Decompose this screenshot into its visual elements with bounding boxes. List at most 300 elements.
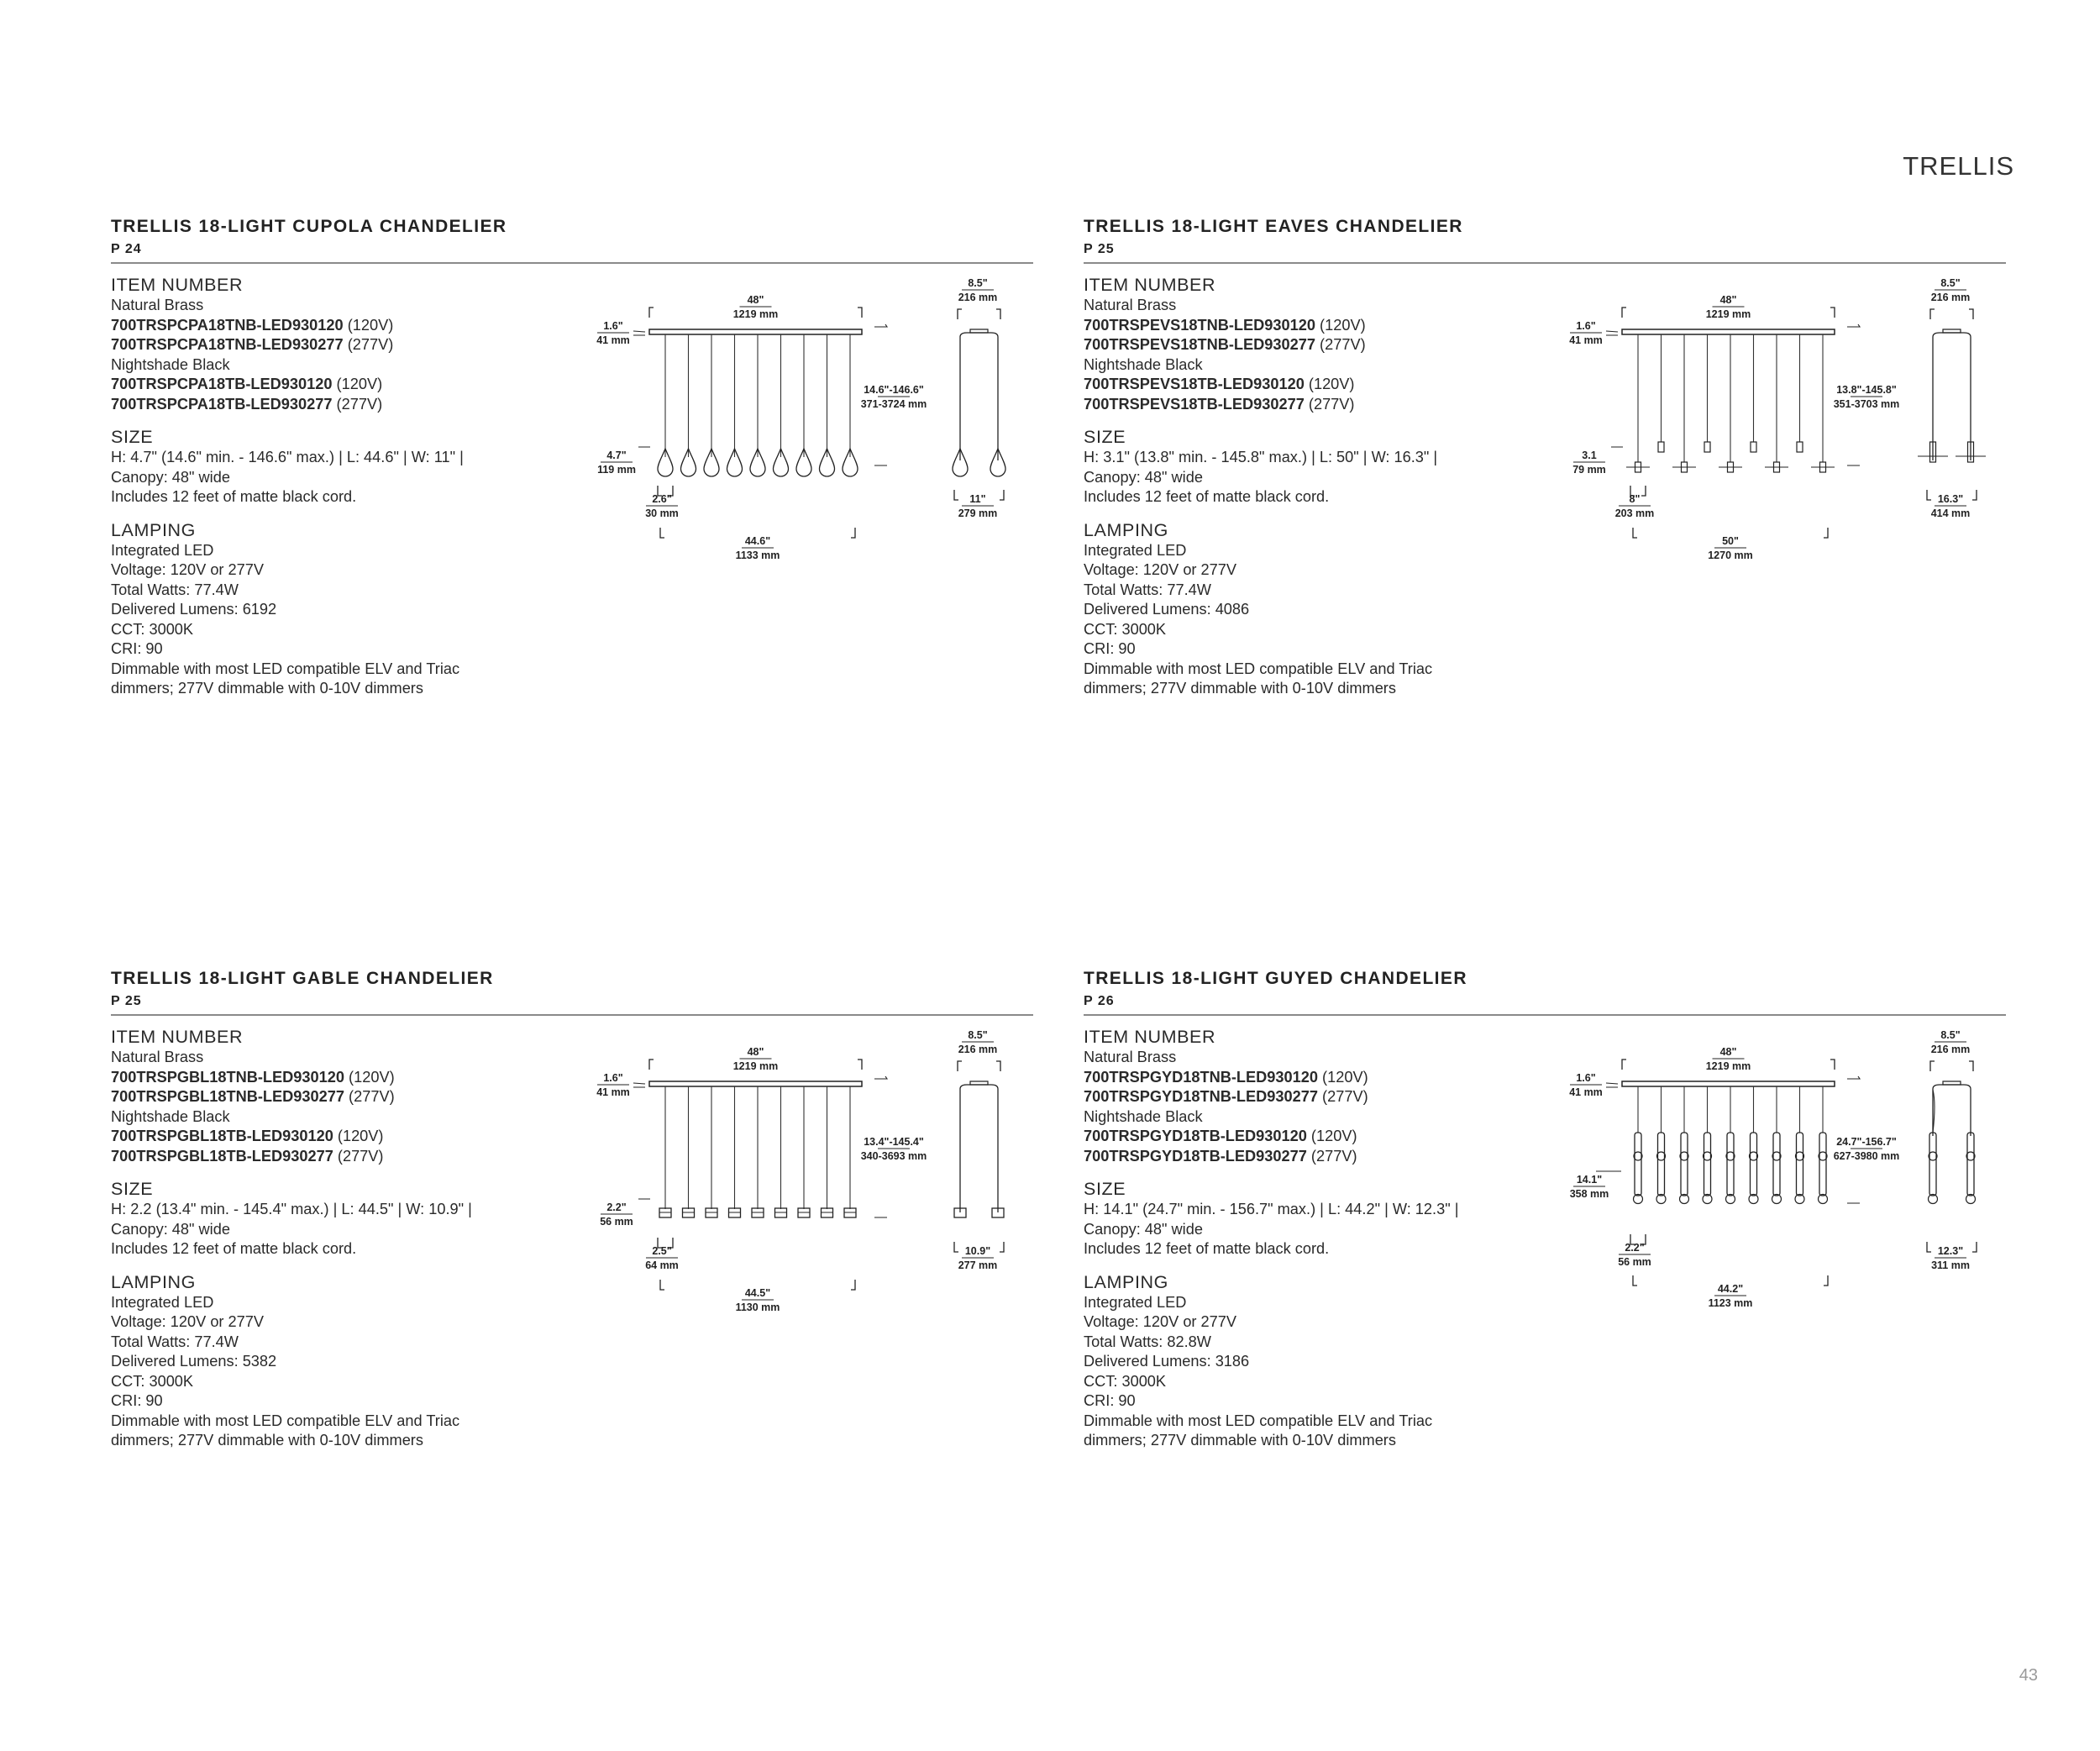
size-line: Includes 12 feet of matte black cord. — [1084, 1240, 1330, 1257]
side-cords — [1933, 1085, 1971, 1136]
dim-side-canopy-mm: 216 mm — [1930, 292, 1971, 303]
dim-length-in: 44.6" — [744, 535, 771, 547]
dim-tick — [1630, 1234, 1635, 1244]
dim-tick — [1969, 309, 1973, 319]
item-number-heading: ITEM NUMBER — [111, 275, 244, 295]
dim-overall-height-in: 24.7"-156.7" — [1836, 1136, 1897, 1148]
box-shade — [729, 1208, 741, 1217]
rod-joint — [1929, 1152, 1937, 1160]
voltage: (120V) — [1318, 1068, 1368, 1086]
item-code: 700TRSPGYD18TNB-LED930277 — [1084, 1088, 1318, 1105]
voltage: (120V) — [343, 316, 394, 334]
box-shade — [683, 1208, 695, 1217]
front-view — [1569, 294, 1899, 561]
side-canopy — [970, 1081, 988, 1085]
lamping-line: Total Watts: 77.4W — [111, 581, 239, 598]
dim-length-in: 44.2" — [1717, 1283, 1744, 1295]
dim-shade-width-in: 2.2" — [1625, 1242, 1645, 1254]
dim-side-canopy-in: 8.5" — [968, 277, 988, 289]
item-code-row — [111, 395, 564, 415]
dim-canopy-width-in: 48" — [1719, 294, 1737, 306]
lamping-line: Delivered Lumens: 3186 — [1084, 1353, 1250, 1370]
dim-shade-width-in: 2.5" — [652, 1245, 672, 1257]
item-code: 700TRSPCPA18TB-LED930277 — [111, 395, 333, 413]
eaves-shade — [1820, 462, 1826, 472]
divider-rule — [111, 262, 1033, 264]
finish-label: Natural Brass — [111, 1049, 204, 1065]
rod-shade — [1929, 1133, 1936, 1196]
product-block — [111, 969, 1033, 1490]
dim-tick — [1830, 308, 1835, 318]
lamping-line: Dimmable with most LED compatible ELV and Triac — [1084, 660, 1433, 677]
teardrop-shade — [953, 449, 968, 476]
item-code-row — [1084, 316, 1537, 336]
dim-shade-width-in: 8" — [1629, 493, 1641, 505]
size-line: Includes 12 feet of matte black cord. — [1084, 488, 1330, 505]
rod-joint — [1680, 1152, 1688, 1160]
rod-bulb — [1749, 1195, 1758, 1204]
dim-side-width-mm: 277 mm — [958, 1259, 998, 1271]
side-canopy — [970, 329, 988, 333]
lamping-line: Voltage: 120V or 277V — [1084, 561, 1237, 578]
dim-fixture-height-in: 4.7" — [606, 450, 627, 461]
box-shade — [775, 1208, 787, 1217]
finish-label: Natural Brass — [111, 297, 204, 313]
divider-rule — [1084, 262, 2006, 264]
dim-tick — [658, 1238, 662, 1248]
rod-joint — [1634, 1152, 1642, 1160]
eaves-shade — [1658, 442, 1664, 452]
item-code-row — [111, 316, 564, 336]
lamping-line: dimmers; 277V dimmable with 0-10V dimmers — [111, 1432, 423, 1449]
voltage: (277V) — [344, 1088, 395, 1105]
spacer — [1084, 1259, 1537, 1271]
rod-shade — [1751, 1133, 1757, 1196]
lamping-line: CCT: 3000K — [111, 1372, 194, 1390]
rod-shade — [1967, 1133, 1974, 1196]
item-code: 700TRSPGBL18TNB-LED930120 — [111, 1068, 344, 1086]
finish-label: Nightshade Black — [1084, 355, 1203, 373]
lamping-line: dimmers; 277V dimmable with 0-10V dimmers — [1084, 680, 1396, 697]
dim-length-in: 50" — [1722, 535, 1739, 547]
size-heading: SIZE — [1084, 427, 1126, 447]
dim-tick — [958, 309, 962, 319]
rod-bulb — [1656, 1195, 1666, 1204]
lamping-heading: LAMPING — [111, 519, 196, 540]
rod-shade — [1773, 1133, 1780, 1196]
dim-side-width-in: 16.3" — [1937, 493, 1964, 505]
item-number-heading: ITEM NUMBER — [1084, 1027, 1216, 1047]
canopy-plate — [649, 329, 862, 334]
item-code: 700TRSPEVS18TB-LED930120 — [1084, 376, 1305, 392]
size-line: Canopy: 48" wide — [111, 468, 230, 486]
teardrop-shade — [774, 449, 789, 476]
dim-tick — [669, 1238, 673, 1248]
dim-side-width-in: 11" — [969, 493, 986, 505]
dim-side-canopy-mm: 216 mm — [958, 1044, 998, 1055]
lamping-line: CRI: 90 — [1084, 1392, 1136, 1409]
dim-fixture-height-mm: 358 mm — [1569, 1188, 1609, 1200]
size-heading: SIZE — [1084, 1179, 1126, 1199]
rod-shade — [1797, 1133, 1803, 1196]
product-title: TRELLIS 18-LIGHT GUYED CHANDELIER — [1084, 969, 1467, 988]
lamping-line: CCT: 3000K — [111, 620, 194, 638]
item-code: 700TRSPCPA18TNB-LED930277 — [111, 336, 344, 353]
page-reference: P 25 — [1084, 242, 1115, 256]
product-block — [1084, 217, 2006, 738]
voltage: (120V) — [1304, 376, 1355, 392]
item-code: 700TRSPGYD18TB-LED930120 — [1084, 1128, 1307, 1144]
dim-tick — [1622, 1060, 1626, 1070]
side-cords — [1933, 333, 1971, 460]
dim-canopy-height-in: 1.6" — [1576, 1072, 1596, 1084]
lamping-line: CCT: 3000K — [1084, 620, 1167, 638]
voltage: (277V) — [343, 336, 394, 353]
side-cords — [1933, 1090, 1935, 1133]
lamping-line: dimmers; 277V dimmable with 0-10V dimmers — [111, 680, 423, 697]
dim-canopy-height-mm: 41 mm — [596, 334, 630, 346]
dim-fixture-height-mm: 56 mm — [600, 1216, 633, 1228]
rod-shade — [1635, 1133, 1641, 1196]
eaves-shade — [1635, 462, 1641, 472]
spec-list — [1084, 274, 1537, 699]
dim-tick — [1630, 486, 1635, 496]
eaves-shade — [1751, 442, 1756, 452]
size-line: Includes 12 feet of matte black cord. — [111, 488, 357, 505]
box-shade — [659, 1208, 671, 1217]
item-code-row — [1084, 1087, 1537, 1107]
dim-shade-width-mm: 30 mm — [645, 507, 679, 519]
box-shade — [706, 1208, 717, 1217]
dim-tick — [851, 1280, 855, 1290]
item-code: 700TRSPGBL18TNB-LED930277 — [111, 1088, 344, 1105]
spec-list — [1084, 1026, 1537, 1451]
dim-leader — [1606, 331, 1618, 335]
dim-tick — [658, 486, 662, 496]
item-code-row — [1084, 1127, 1537, 1147]
canopy-plate — [649, 1081, 862, 1086]
spec-list — [111, 274, 564, 699]
lamping-line: Dimmable with most LED compatible ELV and Triac — [1084, 1412, 1433, 1429]
item-code: 700TRSPGYD18TNB-LED930120 — [1084, 1068, 1318, 1086]
lamping-line: dimmers; 277V dimmable with 0-10V dimmers — [1084, 1432, 1396, 1449]
dim-tick — [1930, 1061, 1935, 1071]
spec-list — [111, 1026, 564, 1451]
divider-rule — [111, 1014, 1033, 1016]
rod-bulb — [1929, 1195, 1938, 1204]
dim-length-in: 44.5" — [744, 1287, 771, 1299]
item-code: 700TRSPEVS18TB-LED930277 — [1084, 395, 1305, 413]
dim-side-width-mm: 414 mm — [1930, 507, 1971, 519]
lamping-line: Delivered Lumens: 5382 — [111, 1353, 277, 1370]
front-view — [596, 294, 927, 561]
spacer — [111, 414, 564, 426]
dim-overall-height-in: 13.4"-145.4" — [864, 1136, 924, 1148]
box-shade — [992, 1208, 1004, 1217]
dim-tick — [1969, 1061, 1973, 1071]
dim-side-canopy-in: 8.5" — [1940, 1029, 1961, 1041]
dim-overall-height-mm: 371-3724 mm — [860, 398, 927, 410]
dim-side-width-mm: 279 mm — [958, 507, 998, 519]
finish-label: Natural Brass — [1084, 1049, 1177, 1065]
dim-tick — [1824, 528, 1828, 538]
rod-bulb — [1680, 1195, 1689, 1204]
teardrop-shade — [658, 449, 673, 476]
canopy-plate — [1622, 1081, 1835, 1086]
front-view — [596, 1046, 927, 1313]
box-shade — [798, 1208, 810, 1217]
dim-canopy-width-mm: 1219 mm — [732, 1060, 779, 1072]
finish-label: Natural Brass — [1084, 297, 1177, 313]
dim-canopy-height-mm: 41 mm — [1569, 334, 1603, 346]
lamping-line: Total Watts: 82.8W — [1084, 1333, 1211, 1350]
dim-tick — [851, 528, 855, 538]
dim-tick — [1824, 1275, 1828, 1286]
item-code: 700TRSPEVS18TNB-LED930277 — [1084, 336, 1315, 353]
side-cords — [960, 333, 998, 460]
lamping-line: Total Watts: 77.4W — [1084, 581, 1211, 598]
dim-tick — [1972, 1242, 1977, 1252]
side-view — [953, 277, 1005, 519]
item-code: 700TRSPGBL18TB-LED930277 — [111, 1147, 333, 1165]
dim-length-mm: 1123 mm — [1708, 1297, 1753, 1309]
dim-canopy-width-mm: 1219 mm — [732, 308, 779, 320]
dim-overall-height-mm: 627-3980 mm — [1833, 1150, 1900, 1162]
eaves-shade — [1797, 442, 1803, 452]
rod-shade — [1727, 1133, 1734, 1196]
lamping-line: Dimmable with most LED compatible ELV and Triac — [111, 660, 460, 677]
dim-leader — [633, 331, 645, 335]
item-code-row — [111, 1068, 564, 1088]
dim-tick — [1927, 490, 1931, 500]
dim-tick — [660, 1280, 664, 1290]
spacer — [111, 1166, 564, 1178]
item-number-heading: ITEM NUMBER — [111, 1027, 244, 1047]
spacer — [111, 1259, 564, 1271]
dim-tick — [1972, 490, 1977, 500]
rod-bulb — [1966, 1195, 1976, 1204]
rod-joint — [1819, 1152, 1827, 1160]
side-canopy — [1943, 1081, 1961, 1085]
lamping-line: Dimmable with most LED compatible ELV and Triac — [111, 1412, 460, 1429]
dim-leader — [1847, 1076, 1860, 1203]
rod-shade — [1704, 1133, 1711, 1196]
product-title: TRELLIS 18-LIGHT EAVES CHANDELIER — [1084, 217, 1463, 236]
dim-tick — [649, 308, 654, 318]
spacer — [1084, 1166, 1537, 1178]
dim-tick — [649, 1060, 654, 1070]
teardrop-shade — [990, 449, 1005, 476]
brand-name: TRELLIS — [1903, 151, 2014, 181]
item-code-row — [1084, 375, 1537, 395]
dim-canopy-height-in: 1.6" — [603, 320, 623, 332]
size-line: H: 3.1" (13.8" min. - 145.8" max.) | L: 50" | W: 16.3" | — [1084, 449, 1438, 465]
size-heading: SIZE — [111, 427, 154, 447]
box-shade — [844, 1208, 856, 1217]
item-code: 700TRSPCPA18TB-LED930120 — [111, 376, 333, 392]
dim-tick — [954, 1242, 958, 1252]
lamping-line: Voltage: 120V or 277V — [111, 561, 265, 578]
lamping-line: Integrated LED — [1084, 1293, 1187, 1311]
teardrop-shade — [843, 449, 858, 476]
dim-tick — [958, 1061, 962, 1071]
box-shade — [752, 1208, 764, 1217]
dim-leader — [1606, 1083, 1618, 1087]
dim-canopy-height-in: 1.6" — [1576, 320, 1596, 332]
dim-leader — [633, 1083, 645, 1087]
lamping-heading: LAMPING — [1084, 519, 1168, 540]
page-reference: P 24 — [111, 242, 142, 256]
dim-tick — [954, 490, 958, 500]
item-code-row — [1084, 1068, 1537, 1088]
rod-bulb — [1634, 1195, 1643, 1204]
page-reference: P 26 — [1084, 994, 1115, 1008]
rod-shade — [1658, 1133, 1665, 1196]
rod-bulb — [1703, 1195, 1712, 1204]
side-view — [1918, 277, 1986, 519]
page-number: 43 — [2019, 1666, 2038, 1685]
lamping-line: Integrated LED — [1084, 541, 1187, 559]
dim-tick — [1000, 1242, 1004, 1252]
rod-joint — [1726, 1152, 1735, 1160]
dim-shade-width-mm: 203 mm — [1614, 507, 1655, 519]
rod-shade — [1681, 1133, 1688, 1196]
lamping-line: Integrated LED — [111, 541, 214, 559]
rod-bulb — [1795, 1195, 1804, 1204]
dim-length-mm: 1130 mm — [735, 1301, 780, 1313]
side-cords — [960, 1085, 998, 1212]
size-line: H: 14.1" (24.7" min. - 156.7" max.) | L: 44.2" | W: 12.3" | — [1084, 1201, 1459, 1217]
dim-overall-height-in: 13.8"-145.8" — [1836, 384, 1897, 396]
item-code-row — [1084, 395, 1537, 415]
dim-side-width-mm: 311 mm — [1931, 1259, 1970, 1271]
teardrop-shade — [681, 449, 696, 476]
spacer — [111, 507, 564, 519]
finish-label: Nightshade Black — [111, 1107, 230, 1125]
item-code-row — [111, 1147, 564, 1167]
voltage: (120V) — [344, 1068, 395, 1086]
size-line: Canopy: 48" wide — [1084, 468, 1203, 486]
voltage: (120V) — [332, 376, 383, 392]
dim-canopy-width-in: 48" — [1719, 1046, 1737, 1058]
dim-tick — [660, 528, 664, 538]
rod-joint — [1657, 1152, 1666, 1160]
rod-shade — [1819, 1133, 1826, 1196]
dim-tick — [669, 486, 673, 496]
dim-side-canopy-in: 8.5" — [968, 1029, 988, 1041]
item-code-row — [111, 375, 564, 395]
item-code-row — [1084, 335, 1537, 355]
dim-tick — [1830, 1060, 1835, 1070]
dim-overall-height-in: 14.6"-146.6" — [864, 384, 924, 396]
teardrop-shade — [820, 449, 835, 476]
dim-tick — [1641, 486, 1646, 496]
front-view — [1569, 1046, 1899, 1309]
dim-tick — [996, 309, 1000, 319]
voltage: (120V) — [1306, 1128, 1357, 1144]
rod-bulb — [1819, 1195, 1828, 1204]
divider-rule — [1084, 1014, 2006, 1016]
rod-joint — [1772, 1152, 1781, 1160]
dim-shade-width-in: 2.6" — [652, 493, 672, 505]
item-number-heading: ITEM NUMBER — [1084, 275, 1216, 295]
eaves-shade — [1704, 442, 1710, 452]
dim-shade-width-mm: 64 mm — [645, 1259, 679, 1271]
lamping-line: CRI: 90 — [111, 640, 163, 657]
spacer — [1084, 507, 1537, 519]
item-code: 700TRSPEVS18TNB-LED930120 — [1084, 316, 1315, 334]
size-line: H: 4.7" (14.6" min. - 146.6" max.) | L: 44.6" | W: 11" | — [111, 449, 464, 465]
lamping-line: Integrated LED — [111, 1293, 214, 1311]
item-code-row — [111, 1127, 564, 1147]
voltage: (277V) — [1318, 1088, 1368, 1105]
dim-tick — [858, 1060, 862, 1070]
teardrop-shade — [704, 449, 719, 476]
rod-joint — [1750, 1152, 1758, 1160]
item-code-row — [1084, 1147, 1537, 1167]
dim-tick — [1622, 308, 1626, 318]
dim-side-width-in: 12.3" — [1937, 1245, 1964, 1257]
dim-fixture-height-mm: 119 mm — [597, 464, 636, 476]
lamping-line: CRI: 90 — [111, 1392, 163, 1409]
dim-side-canopy-mm: 216 mm — [1930, 1044, 1971, 1055]
dim-tick — [1633, 1275, 1637, 1286]
item-code-row — [111, 335, 564, 355]
box-shade — [822, 1208, 833, 1217]
dim-length-mm: 1133 mm — [735, 549, 780, 561]
product-block — [111, 217, 1033, 738]
lamping-line: Delivered Lumens: 6192 — [111, 601, 277, 618]
teardrop-shade — [727, 449, 743, 476]
page-reference: P 25 — [111, 994, 142, 1008]
voltage: (120V) — [1315, 316, 1366, 334]
voltage: (277V) — [1304, 395, 1355, 413]
dim-tick — [1927, 1242, 1931, 1252]
lamping-line: Delivered Lumens: 4086 — [1084, 601, 1250, 618]
side-canopy — [1943, 329, 1961, 333]
dim-tick — [1930, 309, 1935, 319]
voltage: (277V) — [1306, 1147, 1357, 1165]
product-title: TRELLIS 18-LIGHT CUPOLA CHANDELIER — [111, 217, 507, 236]
finish-label: Nightshade Black — [1084, 1107, 1203, 1125]
rod-bulb — [1772, 1195, 1782, 1204]
size-line: Includes 12 feet of matte black cord. — [111, 1240, 357, 1257]
voltage: (277V) — [332, 395, 383, 413]
voltage: (277V) — [1315, 336, 1366, 353]
dim-shade-width-mm: 56 mm — [1618, 1256, 1651, 1268]
rod-bulb — [1726, 1195, 1735, 1204]
lamping-line: Total Watts: 77.4W — [111, 1333, 239, 1350]
dim-fixture-height-mm: 79 mm — [1572, 464, 1606, 476]
dim-leader — [874, 1076, 887, 1217]
size-line: H: 2.2 (13.4" min. - 145.4" max.) | L: 44.5" | W: 10.9" | — [111, 1201, 472, 1217]
dim-canopy-width-mm: 1219 mm — [1705, 1060, 1751, 1072]
item-code: 700TRSPGBL18TB-LED930120 — [111, 1128, 333, 1144]
dim-tick — [858, 308, 862, 318]
box-shade — [954, 1208, 966, 1217]
item-code: 700TRSPCPA18TNB-LED930120 — [111, 316, 344, 334]
rod-joint — [1966, 1152, 1975, 1160]
dim-side-canopy-mm: 216 mm — [958, 292, 998, 303]
eaves-shade — [1930, 442, 1936, 462]
size-line: Canopy: 48" wide — [111, 1220, 230, 1238]
lamping-line: CRI: 90 — [1084, 640, 1136, 657]
voltage: (120V) — [333, 1128, 384, 1144]
lamping-line: Voltage: 120V or 277V — [111, 1313, 265, 1330]
product-block — [1084, 969, 2006, 1490]
eaves-shade — [1682, 462, 1688, 472]
finish-label: Nightshade Black — [111, 355, 230, 373]
